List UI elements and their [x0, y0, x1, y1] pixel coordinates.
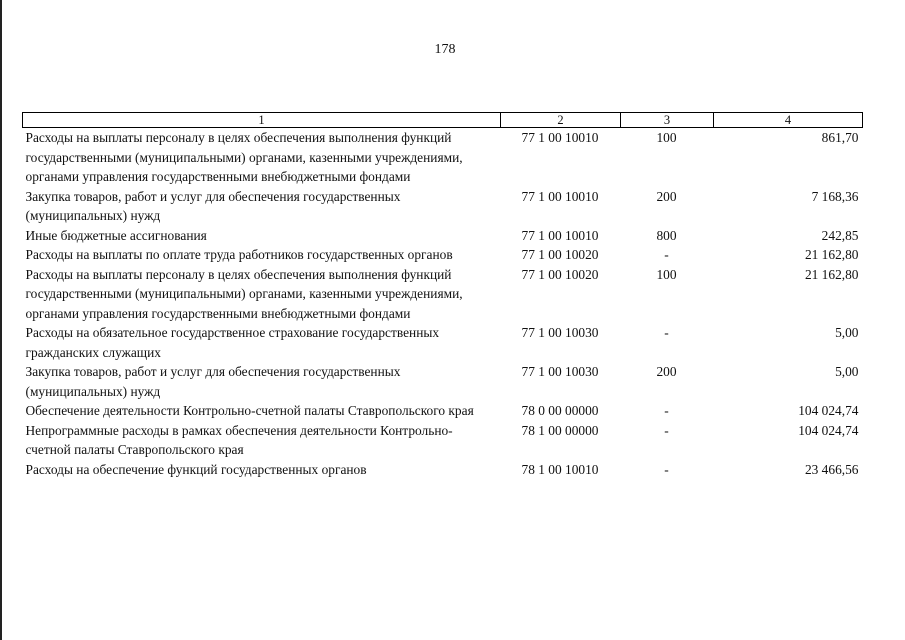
expense-name: Закупка товаров, работ и услуг для обеспечения государственных (муниципальных) нужд [25, 364, 401, 399]
header-col-2: 2 [501, 113, 621, 128]
header-col-1: 1 [23, 113, 501, 128]
expense-name: Иные бюджетные ассигнования [25, 227, 207, 243]
amount: 21 162,80 [804, 247, 859, 262]
target-article-code: 77 1 00 10030 [521, 325, 599, 340]
expense-name: Расходы на выплаты по оплате труда работников государственных органов [25, 247, 453, 262]
expense-type-code: 200 [656, 364, 677, 379]
expense-type-code: 200 [656, 188, 677, 204]
table-row [23, 401, 863, 421]
expense-type-code: - [664, 325, 669, 340]
amount: 7 168,36 [811, 188, 859, 204]
amount: 104 024,74 [798, 422, 859, 438]
table-row [23, 187, 863, 226]
expense-name: Расходы на обеспечение функций государственных органов [25, 461, 367, 477]
expense-type-code: - [664, 403, 669, 418]
scan-border [0, 0, 2, 640]
table-row [23, 245, 863, 265]
target-article-code: 77 1 00 10020 [521, 247, 599, 262]
scan-border-marks [0, 170, 2, 230]
expense-name: Закупка товаров, работ и услуг для обеспечения государственных (муниципальных) нужд [25, 188, 401, 223]
header-col-3: 3 [621, 113, 714, 128]
table-row [23, 226, 863, 246]
header-col-4: 4 [714, 113, 863, 128]
amount: 21 162,80 [804, 266, 859, 282]
budget-table [22, 112, 863, 479]
target-article-code: 77 1 00 10020 [521, 266, 599, 282]
expense-name: Расходы на выплаты персоналу в целях обеспечения выполнения функций государственными (муниципальными) органами, казенными учреждениями, органами управления государственными внебюджетными фондами [25, 266, 463, 321]
amount: 861,70 [821, 130, 859, 145]
table-body [23, 128, 863, 480]
expense-type-code: - [664, 422, 669, 438]
header-row [23, 113, 863, 128]
expense-type-code: 100 [656, 130, 677, 145]
expense-type-code: - [664, 247, 669, 262]
expense-name: Обеспечение деятельности Контрольно-счетной палаты Ставропольского края [25, 403, 474, 418]
table-row [23, 421, 863, 460]
amount: 5,00 [835, 364, 859, 379]
target-article-code: 77 1 00 10030 [521, 364, 599, 379]
table-row [23, 323, 863, 362]
amount: 5,00 [835, 325, 859, 340]
expense-name: Непрограммные расходы в рамках обеспечения деятельности Контрольно-счетной палаты Ставропольского края [25, 422, 453, 457]
expense-type-code: - [664, 461, 669, 477]
table-header [23, 113, 863, 128]
target-article-code: 77 1 00 10010 [521, 227, 599, 243]
target-article-code: 78 1 00 00000 [521, 422, 599, 438]
target-article-code: 77 1 00 10010 [521, 130, 599, 145]
table-row [23, 362, 863, 401]
table-row [23, 128, 863, 187]
target-article-code: 78 0 00 00000 [521, 403, 599, 418]
amount: 104 024,74 [798, 403, 859, 418]
target-article-code: 78 1 00 10010 [521, 461, 599, 477]
amount: 242,85 [821, 227, 859, 243]
expense-type-code: 800 [656, 227, 677, 243]
amount: 23 466,56 [804, 461, 859, 477]
expense-name: Расходы на обязательное государственное страхование государственных гражданских служащих [25, 325, 440, 360]
page-number: 178 [434, 42, 456, 57]
expense-name: Расходы на выплаты персоналу в целях обеспечения выполнения функций государственными (муниципальными) органами, казенными учреждениями, органами управления государственными внебюджетными фондами [25, 130, 463, 184]
table-row [23, 265, 863, 324]
expense-type-code: 100 [656, 266, 677, 282]
table-row [23, 460, 863, 480]
target-article-code: 77 1 00 10010 [521, 188, 599, 204]
